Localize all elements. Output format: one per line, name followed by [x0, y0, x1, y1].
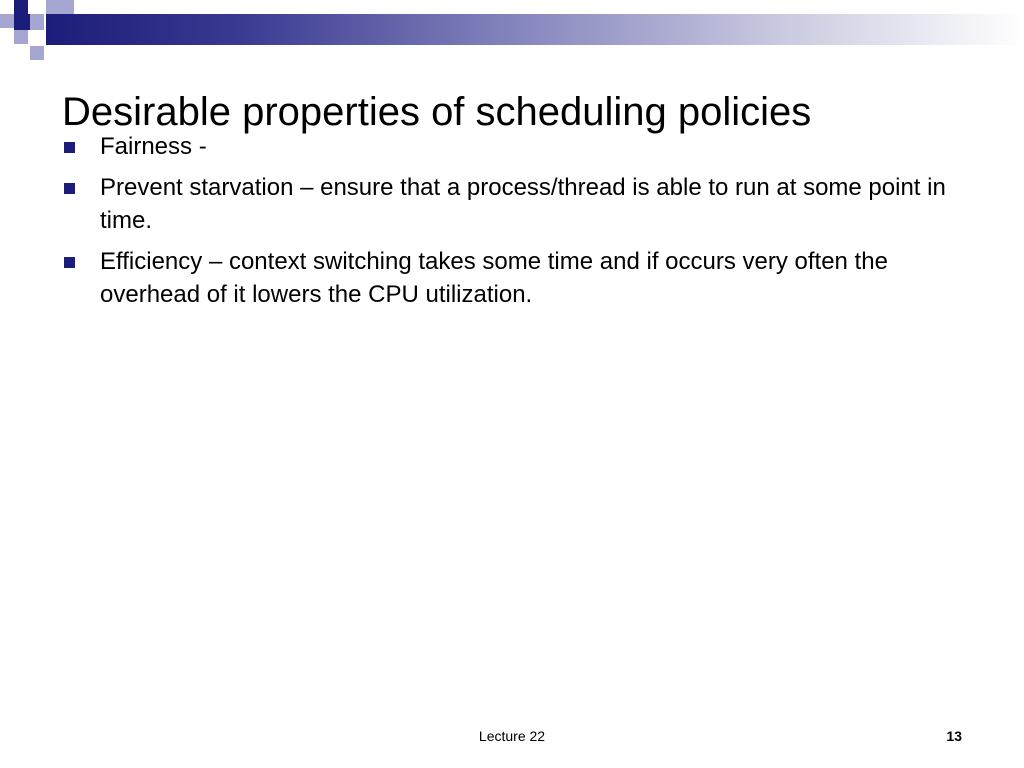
square-bullet-icon	[64, 142, 75, 153]
slide-title: Desirable properties of scheduling policies	[62, 89, 812, 134]
bullet-list	[62, 130, 962, 319]
bullet-text: Fairness -	[100, 133, 207, 160]
square-bullet-icon	[64, 183, 75, 194]
decorative-square	[14, 14, 30, 30]
decorative-square	[46, 0, 60, 14]
header-gradient-band	[46, 14, 1024, 45]
bullet-item	[62, 130, 962, 163]
decorative-square	[60, 0, 74, 14]
decorative-square	[30, 46, 44, 60]
bullet-item	[62, 171, 962, 237]
footer-label: Lecture 22	[478, 728, 546, 744]
decorative-square	[0, 14, 14, 28]
bullet-text: Efficiency – context switching takes some time and if occurs very often the overhead of it lowers the CPU utilization.	[100, 248, 888, 308]
decorative-square	[30, 14, 44, 30]
square-bullet-icon	[64, 257, 75, 268]
bullet-item	[62, 245, 962, 311]
bullet-text: Prevent starvation – ensure that a process/thread is able to run at some point in time.	[100, 174, 946, 234]
decorative-square	[14, 30, 28, 44]
decorative-square	[14, 0, 28, 14]
page-number: 13	[946, 728, 962, 744]
